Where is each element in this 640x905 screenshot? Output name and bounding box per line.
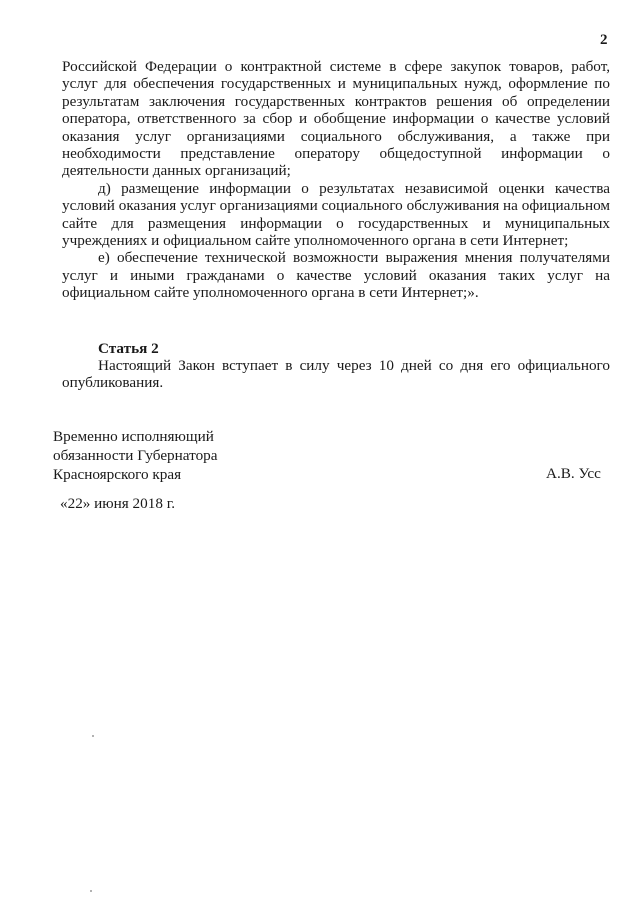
signer-title-line: Временно исполняющий <box>53 428 214 445</box>
signer-title-block <box>53 427 218 484</box>
document-body <box>62 58 610 302</box>
signing-date: «22» июня 2018 г. <box>60 495 176 512</box>
scan-speck <box>92 735 94 737</box>
page-number: 2 <box>600 32 608 48</box>
paragraph-continuation: Российской Федерации о контрактной системе в сфере закупок товаров, работ, услуг для обеспечения государственных и муниципальных нужд, оформление по результатам заключения государственных контрактов решения об определении оператора, ответственного за сбор и обобщение информации о качестве условий оказания услуг организациями социального обслуживания, а также при необходимости представление оператору общедоступной информации о деятельности данных организаций; <box>62 58 610 180</box>
signer-name: А.В. Усс <box>546 465 601 482</box>
paragraph-item-e: е) обеспечение технической возможности выражения мнения получателями услуг и иными гражданами о качестве условий оказания таких услуг на официальном сайте уполномоченного органа в сети Интернет;». <box>62 249 610 302</box>
article-text: Настоящий Закон вступает в силу через 10 дней со дня его официального опубликования. <box>62 357 610 392</box>
article-heading: Статья 2 <box>98 340 159 357</box>
signer-title-line: обязанности Губернатора <box>53 447 218 464</box>
scan-speck <box>90 890 92 892</box>
paragraph-item-d: д) размещение информации о результатах независимой оценки качества условий оказания услуг организациями социального обслуживания на официальном сайте для размещения информации о государственных и муниципальных учреждениях и официальном сайте уполномоченного органа в сети Интернет; <box>62 179 610 250</box>
signer-title-line: Красноярского края <box>53 466 182 483</box>
